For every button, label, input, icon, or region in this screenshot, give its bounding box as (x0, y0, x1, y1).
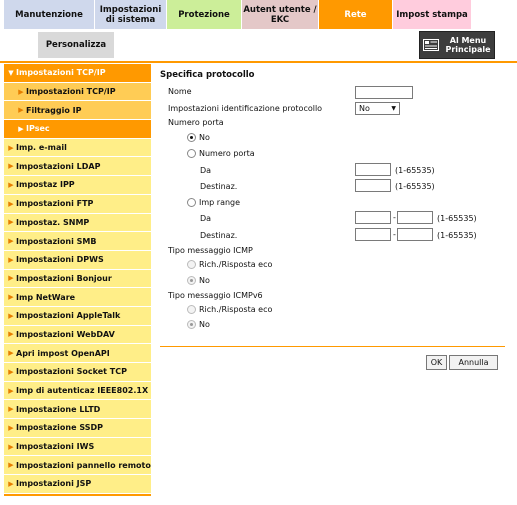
triangle-right-icon: ▶ (8, 330, 14, 339)
sidebar-item-webdav[interactable] (4, 326, 151, 345)
sidebar-item-label: Impostazioni Socket TCP (16, 367, 127, 377)
sidebar-item-socket-tcp[interactable] (4, 363, 151, 382)
triangle-right-icon: ▶ (8, 367, 14, 376)
sidebar-item-label: Impostaz IPP (16, 180, 75, 190)
nome-input[interactable] (355, 86, 413, 99)
triangle-right-icon: ▶ (8, 311, 14, 320)
sidebar-item-ftp[interactable] (4, 195, 151, 214)
sidebar-item-label: Impostazioni FTP (16, 199, 94, 209)
id-protocollo-select[interactable] (355, 102, 400, 115)
main-menu-button[interactable] (419, 31, 495, 59)
tab-protezione[interactable]: Protezione (167, 0, 242, 29)
triangle-right-icon: ▶ (8, 293, 14, 302)
sidebar-item-filtraggio-ip[interactable] (4, 101, 151, 120)
range-destinaz-end-input[interactable] (397, 228, 433, 241)
range-destinaz-label: Destinaz. (200, 231, 238, 240)
sidebar-item-ieee8021x[interactable] (4, 382, 151, 401)
sidebar-item-appletalk[interactable] (4, 307, 151, 326)
porta-no-label: No (199, 133, 210, 142)
triangle-right-icon: ▶ (8, 349, 14, 358)
sidebar-item-label: Impostazioni WebDAV (16, 329, 115, 339)
triangle-right-icon: ▶ (8, 162, 14, 171)
triangle-right-icon: ▶ (8, 274, 14, 283)
sidebar-item-ssdp[interactable] (4, 419, 151, 438)
sidebar-item-label: Impostazioni JSP (16, 479, 92, 489)
sidebar-item-label: Imp di autenticaz IEEE802.1X (16, 386, 149, 396)
triangle-right-icon: ▶ (8, 423, 14, 432)
header-divider (0, 61, 517, 63)
range-da-hint: (1-65535) (437, 214, 477, 223)
chevron-down-icon: ▼ (391, 105, 396, 112)
sidebar-item-label: Imp. e-mail (16, 143, 67, 153)
range-destinaz-dash: - (393, 230, 396, 239)
tab-impostazioni-sistema[interactable]: Impostazioni di sistema (95, 0, 167, 29)
sidebar-item-label: Impostazione SSDP (16, 423, 103, 433)
porta-destinaz-input[interactable] (355, 179, 391, 192)
imp-range-radio[interactable] (187, 198, 196, 207)
sidebar-item-dpws[interactable] (4, 251, 151, 270)
triangle-right-icon: ▶ (8, 143, 14, 152)
porta-numero-radio[interactable] (187, 149, 196, 158)
sidebar-item-label: Impostazioni Bonjour (16, 273, 112, 283)
sidebar-item-tcpip[interactable] (4, 83, 151, 102)
icmp-label: Tipo messaggio ICMP (168, 246, 253, 255)
sidebar-item-ipp[interactable] (4, 176, 151, 195)
icmpv6-label: Tipo messaggio ICMPv6 (168, 291, 263, 300)
range-da-label: Da (200, 214, 212, 223)
porta-destinaz-range: (1-65535) (395, 182, 435, 191)
icmp-no-radio[interactable] (187, 276, 196, 285)
sidebar-item-snmp[interactable] (4, 214, 151, 233)
triangle-right-icon: ▶ (8, 386, 14, 395)
sidebar-item-label: Impostazioni TCP/IP (26, 87, 116, 97)
range-destinaz-start-input[interactable] (355, 228, 391, 241)
triangle-right-icon: ▶ (8, 442, 14, 451)
triangle-right-icon: ▶ (8, 218, 14, 227)
icmp-rich-radio[interactable] (187, 260, 196, 269)
icmpv6-rich-radio[interactable] (187, 305, 196, 314)
tab-rete[interactable]: Rete (319, 0, 393, 29)
tab-manutenzione[interactable]: Manutenzione (4, 0, 95, 29)
triangle-right-icon: ▶ (18, 124, 24, 133)
sidebar-item-tcpip-group[interactable] (4, 64, 151, 83)
triangle-right-icon: ▶ (8, 237, 14, 246)
subtab-personalizza[interactable]: Personalizza (38, 32, 114, 58)
triangle-right-icon: ▶ (8, 199, 14, 208)
id-protocollo-value: No (359, 104, 370, 113)
sidebar-item-label: Filtraggio IP (26, 105, 82, 115)
imp-range-label: Imp range (199, 198, 241, 207)
range-da-end-input[interactable] (397, 211, 433, 224)
sidebar-item-ipsec[interactable] (4, 120, 151, 139)
sidebar-item-pannello-remoto[interactable] (4, 456, 151, 475)
icmpv6-rich-label: Rich./Risposta eco (199, 305, 273, 314)
sidebar-item-openapi[interactable] (4, 344, 151, 363)
sidebar-item-jsp[interactable] (4, 475, 151, 494)
sidebar-item-iws[interactable] (4, 438, 151, 457)
sidebar-item-label: Impostazioni DPWS (16, 255, 104, 265)
sidebar-item-bonjour[interactable] (4, 270, 151, 289)
sidebar-item-label: Imp NetWare (16, 292, 76, 302)
icmp-no-label: No (199, 276, 210, 285)
sidebar-item-netware[interactable] (4, 288, 151, 307)
range-destinaz-hint: (1-65535) (437, 231, 477, 240)
sidebar-item-label: Apri impost OpenAPI (16, 348, 110, 358)
sidebar-item-label: Impostazioni SMB (16, 236, 97, 246)
sidebar-item-label: Impostaz. SNMP (16, 217, 90, 227)
annulla-button[interactable]: Annulla (449, 355, 498, 370)
ok-button[interactable]: OK (426, 355, 447, 370)
icmpv6-no-radio[interactable] (187, 320, 196, 329)
porta-no-radio[interactable] (187, 133, 196, 142)
sidebar-item-label: Impostazioni TCP/IP (16, 68, 106, 78)
triangle-right-icon: ▶ (8, 461, 14, 470)
porta-destinaz-label: Destinaz. (200, 182, 238, 191)
icmp-rich-label: Rich./Risposta eco (199, 260, 273, 269)
main-menu-label: Al Menu Principale (445, 36, 491, 54)
porta-da-input[interactable] (355, 163, 391, 176)
nome-label: Nome (168, 87, 192, 96)
icmpv6-no-label: No (199, 320, 210, 329)
sidebar-item-smb[interactable] (4, 232, 151, 251)
porta-da-range: (1-65535) (395, 166, 435, 175)
sidebar-item-label: IPsec (26, 124, 50, 134)
porta-numero-label: Numero porta (199, 149, 255, 158)
id-protocollo-label: Impostazioni identificazione protocollo (168, 104, 323, 113)
sidebar (4, 64, 151, 494)
sidebar-item-email[interactable] (4, 139, 151, 158)
sidebar-item-label: Impostazioni AppleTalk (16, 311, 121, 321)
numero-porta-label: Numero porta (168, 118, 224, 127)
triangle-right-icon: ▶ (18, 87, 24, 96)
sidebar-item-label: Impostazioni IWS (16, 442, 95, 452)
form-divider (160, 346, 505, 347)
triangle-right-icon: ▶ (8, 405, 14, 414)
menu-icon (420, 31, 442, 59)
triangle-down-icon: ▼ (8, 68, 14, 77)
sidebar-item-label: Impostazioni LDAP (16, 161, 101, 171)
tab-autent-utente[interactable]: Autent utente / EKC (242, 0, 319, 29)
range-da-start-input[interactable] (355, 211, 391, 224)
tab-impost-stampa[interactable]: Impost stampa (393, 0, 472, 29)
sidebar-item-label: Impostazioni pannello remoto (16, 460, 151, 470)
sidebar-item-lltd[interactable] (4, 400, 151, 419)
sidebar-bottom-divider (4, 494, 151, 496)
porta-da-label: Da (200, 166, 212, 175)
triangle-right-icon: ▶ (8, 479, 14, 488)
triangle-right-icon: ▶ (18, 106, 24, 115)
section-title: Specifica protocollo (160, 70, 255, 80)
sidebar-item-ldap[interactable] (4, 157, 151, 176)
range-da-dash: - (393, 213, 396, 222)
triangle-right-icon: ▶ (8, 255, 14, 264)
sidebar-item-label: Impostazione LLTD (16, 404, 101, 414)
top-tab-bar (0, 0, 517, 30)
triangle-right-icon: ▶ (8, 180, 14, 189)
